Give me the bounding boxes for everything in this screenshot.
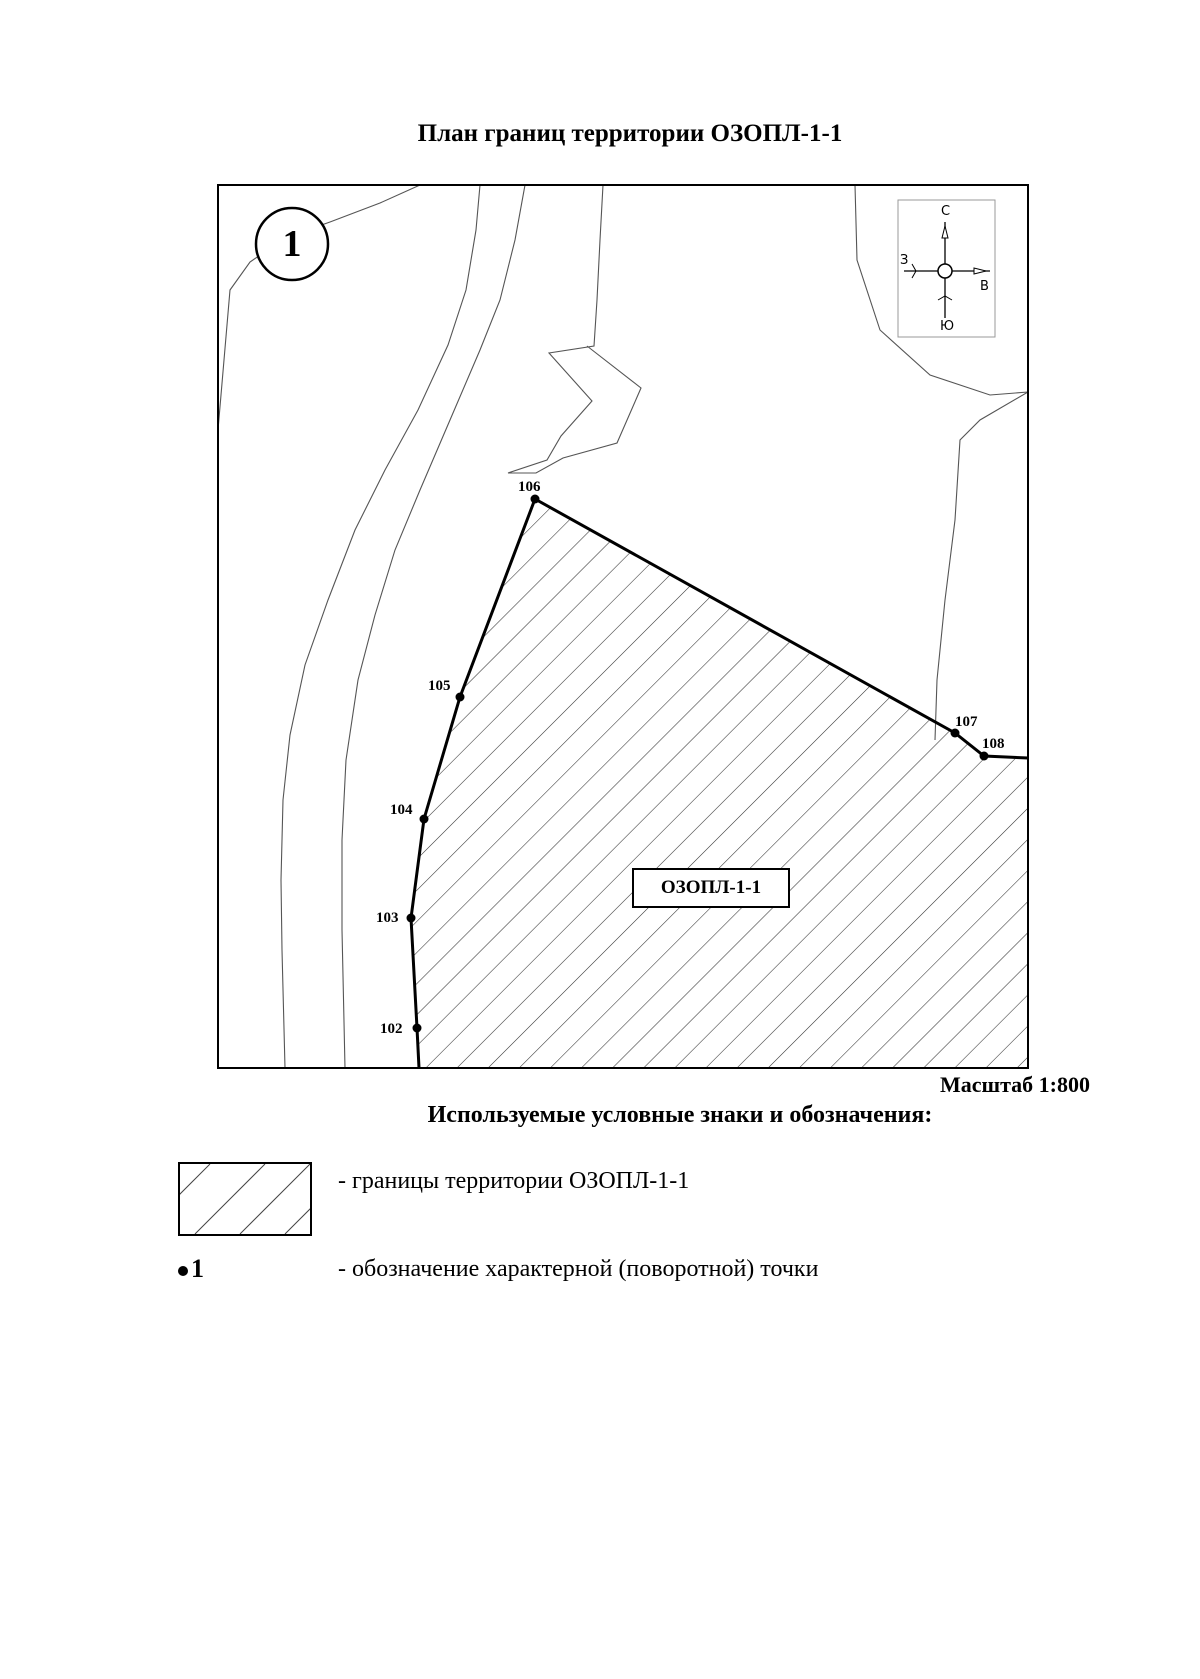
compass-west-label: З	[900, 253, 909, 268]
boundary-point-102	[413, 1024, 422, 1033]
boundary-point-105	[456, 693, 465, 702]
map-scale: Масштаб 1:800	[939, 1072, 1090, 1097]
point-label-102: 102	[380, 1021, 403, 1037]
point-label-107: 107	[955, 714, 978, 730]
point-label-106: 106	[518, 479, 541, 495]
map-number: 1	[282, 223, 302, 265]
terrain-line	[935, 392, 1028, 740]
compass-rose	[898, 200, 995, 337]
compass-south-label: Ю	[940, 319, 955, 334]
legend-title: Используемые условные знаки и обозначения:	[427, 1102, 933, 1128]
legend-point-number: 1	[191, 1254, 204, 1283]
boundary-point-104	[420, 815, 429, 824]
boundary-point-108	[980, 752, 989, 761]
compass-north-label: С	[941, 204, 951, 219]
terrain-line	[508, 185, 641, 473]
point-label-105: 105	[428, 678, 451, 694]
point-dot-icon	[178, 1266, 188, 1276]
boundary-point-103	[407, 914, 416, 923]
legend-point-symbol	[178, 1254, 204, 1284]
compass-east-label: В	[980, 279, 989, 294]
point-label-104: 104	[390, 802, 413, 818]
boundary-point-106	[531, 495, 540, 504]
point-label-103: 103	[376, 910, 399, 926]
point-label-108: 108	[982, 736, 1005, 752]
legend-item-boundary: - границы территории ОЗОПЛ-1-1	[338, 1168, 690, 1194]
legend-hatch-swatch	[178, 1162, 312, 1236]
legend-item-point: - обозначение характерной (поворотной) точки	[338, 1256, 819, 1282]
page-title: План границ территории ОЗОПЛ-1-1	[417, 120, 843, 147]
zone-label: ОЗОПЛ-1-1	[632, 868, 790, 908]
